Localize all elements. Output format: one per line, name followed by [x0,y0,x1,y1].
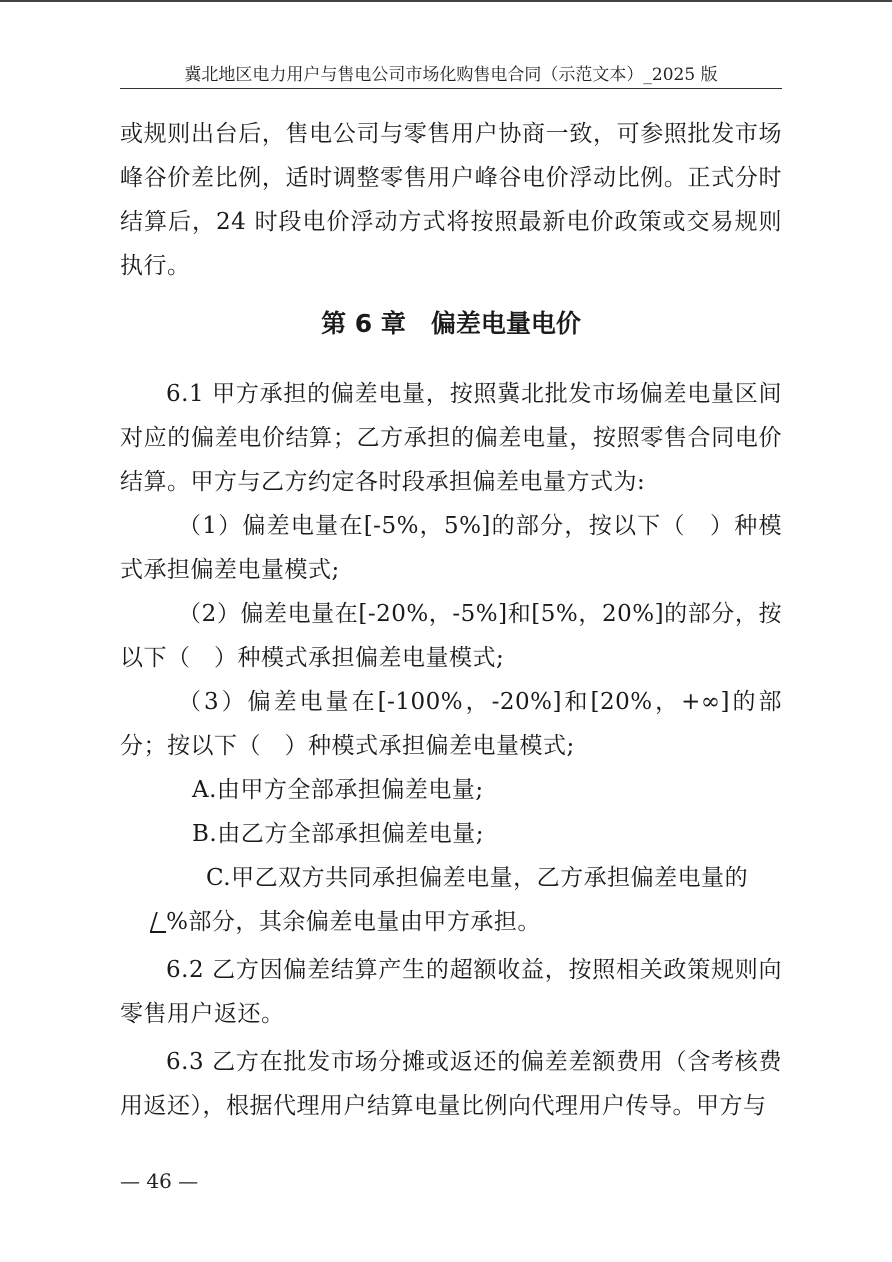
clause-6-2: 6.2 乙方因偏差结算产生的超额收益，按照相关政策规则向零售用户返还。 [120,957,782,1027]
running-header: 冀北地区电力用户与售电公司市场化购售电合同（示范文本）_2025 版 [184,65,718,85]
header-rule [120,88,782,89]
clause-item-3: （3）偏差电量在[-100%，-20%]和[20%，+∞]的部分；按以下（ ）种模式承担偏差电量模式; [120,689,782,759]
page-number: — 46 — [120,1169,199,1193]
option-c-blank: / [150,909,167,935]
option-c: C.甲乙双方共同承担偏差电量，乙方承担偏差电量的 [206,865,749,891]
continued-paragraph: 或规则出台后，售电公司与零售用户协商一致，可参照批发市场峰谷价差比例，适时调整零售用户峰谷电价浮动比例。正式分时结算后，24 时段电价浮动方式将按照最新电价政策或交易规则执行。 [120,121,782,279]
clause-item-1: （1）偏差电量在[-5%，5%]的部分，按以下（ ）种模式承担偏差电量模式; [120,513,782,583]
option-b: B.由乙方全部承担偏差电量; [192,821,484,847]
option-c-continuation [120,900,782,944]
chapter-title: 第 6 章 偏差电量电价 [321,309,581,338]
clause-6-1: 6.1 甲方承担的偏差电量，按照冀北批发市场偏差电量区间对应的偏差电价结算；乙方承担的偏差电量，按照零售合同电价结算。甲方与乙方约定各时段承担偏差电量方式为: [120,381,782,495]
clause-item-2: （2）偏差电量在[-20%，-5%]和[5%，20%]的部分，按以下（ ）种模式承担偏差电量模式; [120,601,782,671]
page-top-border [0,0,892,2]
clause-6-3: 6.3 乙方在批发市场分摊或返还的偏差差额费用（含考核费用返还），根据代理用户结算电量比例向代理用户传导。甲方与 [120,1049,782,1119]
option-c-rest: %部分，其余偏差电量由甲方承担。 [166,909,541,935]
option-a: A.由甲方全部承担偏差电量; [192,777,484,803]
document-body [120,112,782,1128]
